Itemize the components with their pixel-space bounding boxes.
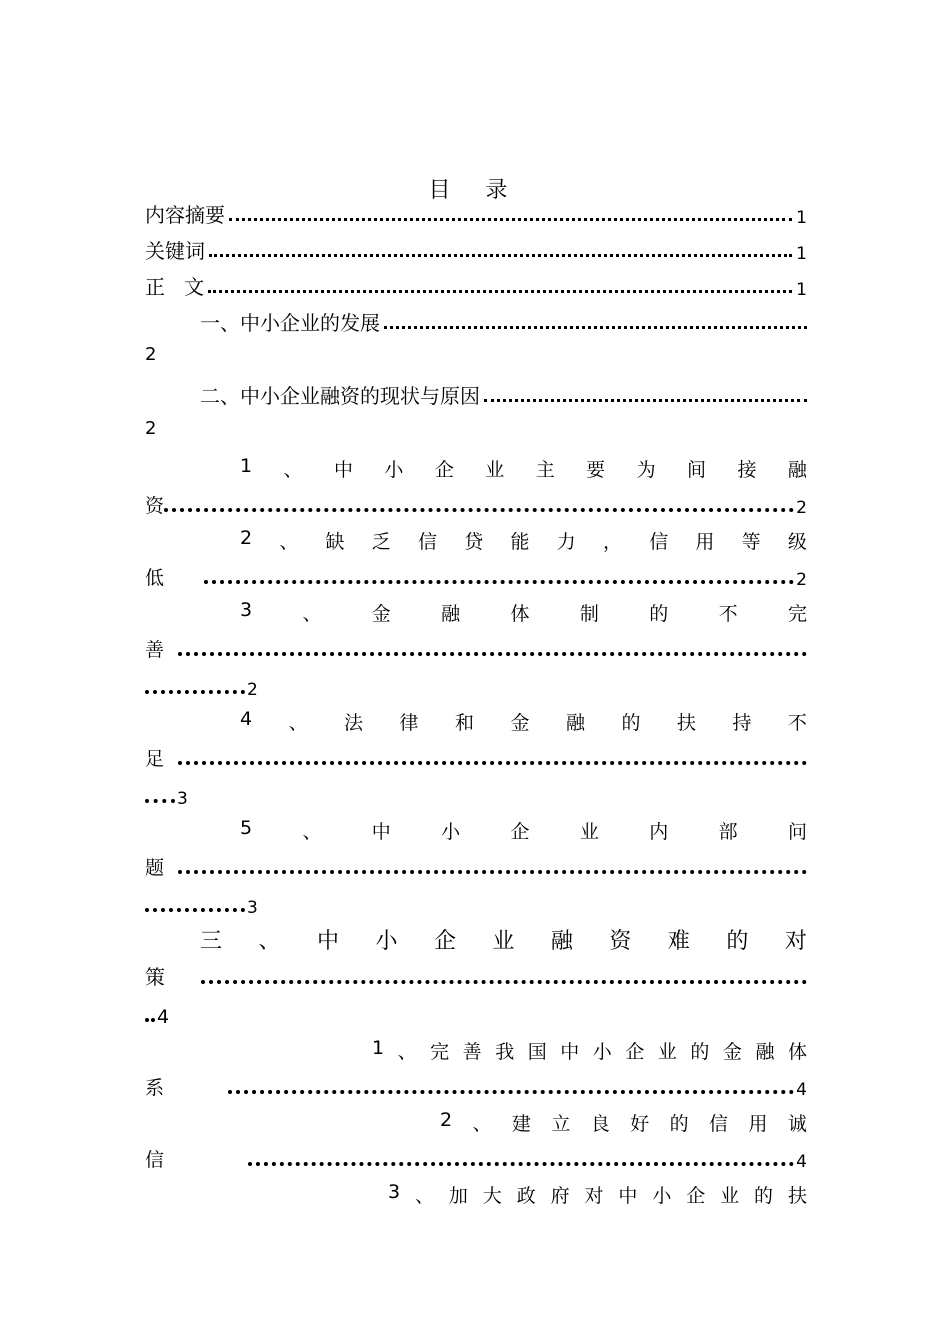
toc-char: 扶 [787,1185,807,1207]
toc-char: 主 [535,459,555,481]
dot-leader [204,580,794,584]
toc-char: 级 [787,531,807,553]
toc-char: 信 [418,531,438,553]
toc-page-number: 1 [796,208,807,228]
toc-entry-label: 正 文 [145,275,205,299]
toc-entry-label: 内容摘要 [145,203,225,227]
toc-char: 资 [609,929,632,954]
toc-char: 部 [718,821,738,843]
toc-entry-section-3-cont [145,960,807,990]
toc-char: 业 [657,1041,677,1063]
toc-char: 企 [625,1041,645,1063]
toc-entry-section-1[interactable] [200,306,807,336]
toc-entry-2-5-cont2 [145,888,275,918]
toc-char: 我 [495,1041,515,1063]
toc-entry-label: 关键词 [145,239,205,263]
toc-entry-label: 低 [145,567,165,589]
toc-char: 融 [550,929,573,954]
toc-entry-label: 资 [145,495,165,517]
toc-char: 要 [586,459,606,481]
dot-leader [145,1018,155,1022]
toc-entry-2-1[interactable] [240,455,807,482]
toc-char: 、 [279,531,299,553]
toc-entry-2-1-cont [145,488,807,518]
toc-char: 和 [455,712,475,734]
toc-entry-2-3-cont2 [145,670,275,700]
dot-leader [145,799,175,803]
toc-char: 业 [579,821,599,843]
dot-leader [178,870,807,874]
toc-page-number: 3 [247,898,258,918]
toc-char: 小 [375,929,398,954]
toc-page-number: 3 [177,789,188,809]
toc-char: 、 [258,929,281,954]
toc-page-number: 2 [145,344,157,365]
toc-char: 用 [748,1113,768,1135]
toc-char: 融 [787,459,807,481]
toc-entry-label: 一、中小企业的发展 [200,311,380,335]
toc-entry-section-3-cont2 [145,998,185,1028]
toc-char: 4 [240,708,253,730]
toc-char: 建 [511,1113,531,1135]
toc-entry-section-2[interactable] [200,379,807,409]
toc-char: 企 [434,459,454,481]
toc-char: 小 [592,1041,612,1063]
toc-char: 完 [787,603,807,625]
toc-char: 的 [649,603,669,625]
toc-entry-label: 二、中小企业融资的现状与原因 [200,384,480,408]
toc-char: 的 [621,712,641,734]
toc-char: 、 [414,1185,434,1207]
dot-leader [178,761,807,765]
dot-leader [248,1162,794,1166]
toc-char: 乏 [371,531,391,553]
toc-page-number: 4 [157,1006,170,1028]
toc-char: ， [602,531,622,553]
toc-char: 间 [687,459,707,481]
toc-char: 中 [333,459,353,481]
toc-char: 金 [510,712,530,734]
toc-char: 企 [510,821,530,843]
toc-entry-2-2-cont [145,560,807,590]
toc-char: 三 [200,929,223,954]
toc-char: 企 [433,929,456,954]
dot-leader [209,254,792,257]
toc-entry-2-3-cont [145,632,807,662]
toc-char: 为 [636,459,656,481]
toc-char: 扶 [676,712,696,734]
toc-char: 2 [440,1109,453,1131]
toc-char: 业 [720,1185,740,1207]
toc-entry-3-1[interactable] [372,1037,807,1064]
toc-char: 小 [441,821,461,843]
toc-char: 对 [584,1185,604,1207]
toc-char: 、 [288,712,308,734]
toc-page-number: 2 [796,570,807,590]
toc-entry-3-2[interactable] [440,1109,807,1136]
toc-entry-label: 题 [145,857,165,879]
toc-char: 业 [485,459,505,481]
dot-leader [178,652,807,656]
toc-char: 用 [695,531,715,553]
toc-char: 的 [726,929,749,954]
dot-leader [145,690,245,694]
toc-page-number: 2 [145,418,157,439]
toc-entry-2-5-cont [145,850,807,880]
toc-entry-label: 善 [145,639,165,661]
toc-char: 诚 [787,1113,807,1135]
toc-page-number: 4 [796,1080,807,1100]
dot-leader [484,399,807,402]
toc-char: 完 [430,1041,450,1063]
toc-char: 等 [741,531,761,553]
toc-page-number: 4 [796,1152,807,1172]
toc-char: 中 [618,1185,638,1207]
toc-entry-2-4[interactable] [240,708,807,735]
toc-char: 、 [472,1113,492,1135]
dot-leader [229,218,792,221]
toc-char: 制 [579,603,599,625]
toc-char: 对 [784,929,807,954]
toc-entry-abstract[interactable] [145,198,807,228]
toc-entry-2-2[interactable] [240,527,807,554]
toc-entry-label: 策 [145,965,165,989]
toc-char: 业 [492,929,515,954]
toc-char: 加 [448,1185,468,1207]
toc-char: 不 [718,603,738,625]
toc-entry-3-1-cont [145,1070,807,1100]
toc-char: 1 [372,1037,385,1059]
toc-entry-3-3[interactable] [388,1181,807,1208]
dot-leader [145,908,245,912]
toc-entry-label: 信 [145,1149,165,1171]
toc-char: 国 [527,1041,547,1063]
toc-char: 体 [787,1041,807,1063]
dot-leader [201,980,807,984]
toc-char: 融 [755,1041,775,1063]
toc-char: 金 [371,603,391,625]
toc-char: 中 [560,1041,580,1063]
toc-char: 问 [787,821,807,843]
toc-char: 融 [565,712,585,734]
toc-char: 接 [737,459,757,481]
toc-char: 良 [590,1113,610,1135]
toc-char: 政 [516,1185,536,1207]
dot-leader [228,1090,794,1094]
toc-char: 的 [754,1185,774,1207]
toc-char: 5 [240,817,253,839]
toc-char: 的 [690,1041,710,1063]
toc-char: 法 [344,712,364,734]
toc-char: 信 [709,1113,729,1135]
dot-leader [164,508,794,512]
toc-char: 力 [556,531,576,553]
toc-char: 持 [732,712,752,734]
toc-char: 府 [550,1185,570,1207]
dot-leader [384,326,807,329]
toc-char: 3 [240,599,253,621]
toc-char: 立 [551,1113,571,1135]
toc-char: 、 [283,459,303,481]
toc-page-number: 1 [796,244,807,264]
toc-entry-3-2-cont [145,1142,807,1172]
toc-page-number: 2 [796,498,807,518]
toc-entry-label: 系 [145,1077,165,1099]
toc-char: 的 [669,1113,689,1135]
toc-char: 能 [510,531,530,553]
toc-char: 、 [302,603,322,625]
toc-entry-2-4-cont [145,741,807,771]
toc-char: 小 [652,1185,672,1207]
toc-char: 3 [388,1181,401,1203]
toc-title: 目 录 [428,178,522,203]
toc-char: 大 [482,1185,502,1207]
toc-char: 内 [649,821,669,843]
toc-page-number: 2 [247,680,258,700]
toc-char: 善 [462,1041,482,1063]
toc-char: 体 [510,603,530,625]
toc-char: 好 [630,1113,650,1135]
toc-char: 中 [371,821,391,843]
toc-char: 、 [302,821,322,843]
toc-char: 难 [667,929,690,954]
toc-char: 缺 [325,531,345,553]
toc-entry-2-3[interactable] [240,599,807,626]
toc-char: 、 [397,1041,417,1063]
dot-leader [208,290,792,293]
toc-page-number: 1 [796,280,807,300]
toc-entry-keywords[interactable] [145,234,807,264]
toc-entry-2-5[interactable] [240,817,807,844]
toc-entry-2-4-cont2 [145,779,205,809]
toc-entry-section-3[interactable] [200,924,807,955]
toc-char: 小 [384,459,404,481]
toc-entry-body[interactable] [145,270,807,300]
toc-char: 金 [722,1041,742,1063]
toc-char: 2 [240,527,253,549]
toc-char: 融 [441,603,461,625]
toc-char: 律 [399,712,419,734]
toc-char: 不 [787,712,807,734]
toc-char: 1 [240,455,253,477]
toc-char: 贷 [464,531,484,553]
toc-char: 信 [649,531,669,553]
toc-entry-label: 足 [145,748,165,770]
toc-char: 中 [316,929,339,954]
toc-char: 企 [686,1185,706,1207]
